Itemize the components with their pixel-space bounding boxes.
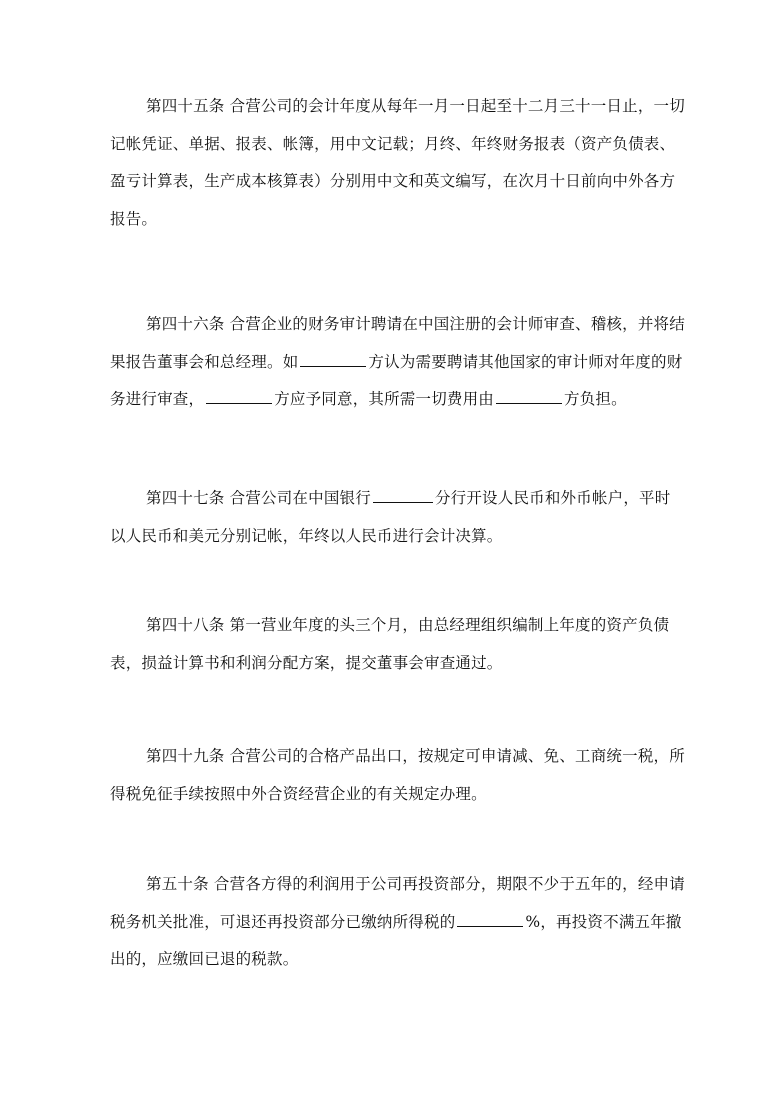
article-46-line-3a: 务进行审查， <box>110 390 205 408</box>
article-46 <box>110 306 685 419</box>
article-48-line-1: 第四十八条 第一营业年度的头三个月，由总经理组织编制上年度的资产负债 <box>146 616 670 634</box>
article-45-line-3: 盈亏计算表，生产成本核算表）分别用中文和英文编写，在次月十日前向中外各方 <box>110 172 676 190</box>
article-50-line-2b: %，再投资不满五年撤 <box>525 912 682 931</box>
fill-in-blank <box>373 488 433 503</box>
article-47-line-1a: 第四十七条 合营公司在中国银行 <box>146 489 371 507</box>
fill-in-blank <box>300 352 366 367</box>
article-50-line-1: 第五十条 合营各方得的利润用于公司再投资部分，期限不少于五年的，经申请 <box>146 875 685 893</box>
fill-in-blank <box>206 389 272 404</box>
article-46-line-3c: 方负担。 <box>564 390 627 408</box>
article-48 <box>110 607 670 682</box>
article-50-line-3: 出的，应缴回已退的税款。 <box>110 950 299 968</box>
article-47-line-1b: 分行开设人民币和外币帐户，平时 <box>434 489 671 507</box>
article-49-line-2: 得税免征手续按照中外合资经营企业的有关规定办理。 <box>110 784 487 803</box>
article-47 <box>110 480 670 555</box>
article-45 <box>110 88 685 238</box>
article-47-line-2: 以人民币和美元分别记帐，年终以人民币进行会计决算。 <box>110 526 503 545</box>
article-46-line-2a: 果报告董事会和总经理。如 <box>110 352 299 371</box>
article-48-line-2: 表，损益计算书和利润分配方案，提交董事会审查通过。 <box>110 653 503 672</box>
article-46-line-3b: 方应予同意，其所需一切费用由 <box>274 390 495 408</box>
fill-in-blank <box>457 912 523 927</box>
article-50-line-2a: 税务机关批准，可退还再投资部分已缴纳所得税的 <box>110 912 456 931</box>
article-45-line-4: 报告。 <box>110 209 158 228</box>
article-50 <box>110 866 685 979</box>
article-46-line-2b: 方认为需要聘请其他国家的审计师对年度的财 <box>368 352 683 371</box>
article-49 <box>110 738 685 813</box>
article-49-line-1: 第四十九条 合营公司的合格产品出口，按规定可申请减、免、工商统一税，所 <box>146 747 685 765</box>
article-45-line-2: 记帐凭证、单据、报表、帐簿，用中文记载；月终、年终财务报表（资产负债表、 <box>110 134 676 153</box>
fill-in-blank <box>496 389 562 404</box>
article-45-line-1: 第四十五条 合营公司的会计年度从每年一月一日起至十二月三十一日止，一切 <box>146 97 685 115</box>
article-46-line-1: 第四十六条 合营企业的财务审计聘请在中国注册的会计师审查、稽核，并将结 <box>146 315 685 333</box>
